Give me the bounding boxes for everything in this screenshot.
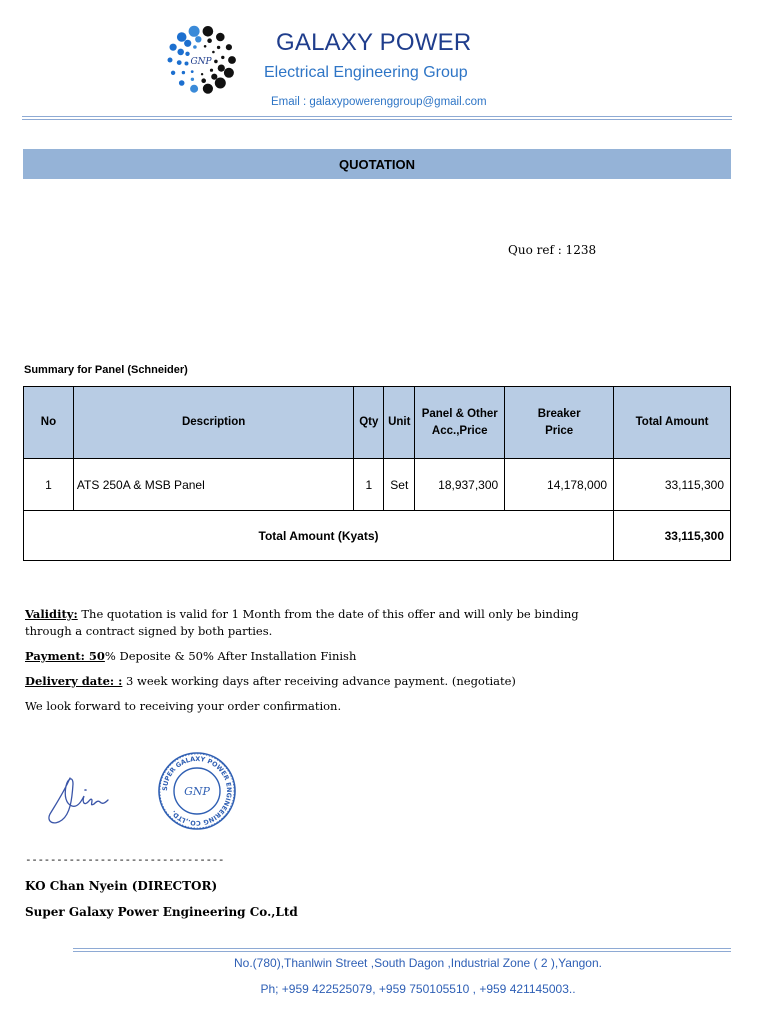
logo-dot	[190, 85, 198, 93]
header-panel-price	[415, 387, 505, 459]
row-unit: Set	[384, 459, 415, 511]
header-total: Total Amount	[614, 387, 731, 459]
logo-dot	[224, 68, 234, 78]
document-title: QUOTATION	[23, 149, 731, 179]
logo-dot	[177, 49, 184, 56]
logo-dot	[204, 45, 207, 48]
logo-dot	[170, 44, 177, 51]
logo-dot	[182, 71, 185, 74]
logo-dot	[210, 69, 213, 72]
company-logo	[158, 22, 248, 104]
company-tagline: Electrical Engineering Group	[264, 64, 468, 81]
table-header-row	[24, 387, 731, 459]
logo-dot	[189, 26, 200, 37]
logo-dot	[216, 33, 225, 42]
logo-dot	[228, 56, 236, 64]
logo-dot	[212, 51, 215, 54]
logo-dot	[184, 40, 191, 47]
logo-dot	[203, 26, 214, 37]
payment-clause	[25, 648, 625, 665]
validity-label: Validity:	[25, 607, 78, 621]
footer-address: No.(780),Thanlwin Street ,South Dagon ,Industrial Zone ( 2 ),Yangon.	[234, 956, 602, 970]
logo-dot	[218, 65, 225, 72]
delivery-clause	[25, 673, 625, 690]
header-breaker-price-line2: Price	[545, 424, 574, 437]
logo-dot	[195, 36, 201, 42]
header-breaker-price-line1: Breaker	[537, 407, 581, 420]
payment-label: Payment: 50	[25, 649, 105, 663]
payment-text: % Deposite & 50% After Installation Finish	[104, 649, 357, 663]
logo-dot	[207, 38, 212, 43]
signature-line: --------------------------------	[25, 853, 225, 866]
seal-ring-text: SUPER GALAXY POWER ENGINEERING CO.,LTD.	[160, 754, 234, 828]
logo-dot	[191, 78, 194, 81]
terms-section	[25, 606, 625, 723]
footer-divider	[73, 948, 731, 952]
header-panel-price-line1: Panel & Other	[421, 407, 498, 420]
row-total: 33,115,300	[614, 459, 731, 511]
header-unit: Unit	[384, 387, 415, 459]
logo-dot	[226, 44, 232, 50]
company-email: Email : galaxypowerenggroup@gmail.com	[271, 96, 487, 108]
logo-dot	[201, 78, 206, 83]
delivery-label: Delivery date: :	[25, 674, 123, 688]
total-row	[24, 511, 731, 561]
row-no: 1	[24, 459, 74, 511]
delivery-text: 3 week working days after receiving advance payment. (negotiate)	[122, 674, 516, 688]
company-seal	[156, 751, 238, 831]
total-label: Total Amount (Kyats)	[24, 511, 614, 561]
validity-text: The quotation is valid for 1 Month from the date of this offer and will only be binding through a contract signed by both parties.	[25, 607, 579, 638]
logo-dot	[201, 73, 203, 75]
row-description: ATS 250A & MSB Panel	[73, 459, 353, 511]
company-name: GALAXY POWER	[276, 29, 472, 56]
summary-title: Summary for Panel (Schneider)	[24, 364, 188, 376]
total-value: 33,115,300	[614, 511, 731, 561]
header-breaker-price	[505, 387, 614, 459]
signer-name: KO Chan Nyein (DIRECTOR)	[25, 879, 218, 893]
logo-dot	[191, 70, 194, 73]
logo-dot	[221, 56, 224, 59]
logo-dot	[203, 84, 213, 94]
table-row	[24, 459, 731, 511]
signer-company: Super Galaxy Power Engineering Co.,Ltd	[25, 905, 298, 919]
logo-text: GNP	[190, 57, 212, 67]
header-qty: Qty	[354, 387, 384, 459]
validity-clause	[25, 606, 625, 640]
logo-dot	[171, 71, 175, 75]
logo-dot	[211, 74, 217, 80]
logo-dot	[177, 32, 187, 42]
closing-text: We look forward to receiving your order confirmation.	[25, 699, 342, 713]
logo-dot	[215, 78, 226, 89]
header-divider	[22, 116, 732, 120]
logo-dot	[214, 60, 218, 64]
row-breaker-price: 14,178,000	[505, 459, 614, 511]
logo-dot	[193, 45, 197, 49]
logo-dot	[217, 46, 220, 49]
logo-dot	[185, 62, 189, 66]
header-no: No	[24, 387, 74, 459]
row-qty: 1	[354, 459, 384, 511]
quotation-table	[23, 386, 731, 561]
seal-center-text: GNP	[184, 785, 210, 798]
header-panel-price-line2: Acc.,Price	[431, 424, 488, 437]
row-panel-price: 18,937,300	[415, 459, 505, 511]
quotation-reference: Quo ref : 1238	[508, 243, 597, 257]
footer-phone: Ph; +959 422525079, +959 750105510 , +959 421145003..	[260, 982, 576, 996]
logo-dot	[179, 80, 185, 86]
logo-dot	[185, 52, 189, 56]
signature-image	[42, 770, 116, 830]
header-description: Description	[73, 387, 353, 459]
logo-dot	[177, 60, 182, 65]
logo-dot	[168, 58, 173, 63]
